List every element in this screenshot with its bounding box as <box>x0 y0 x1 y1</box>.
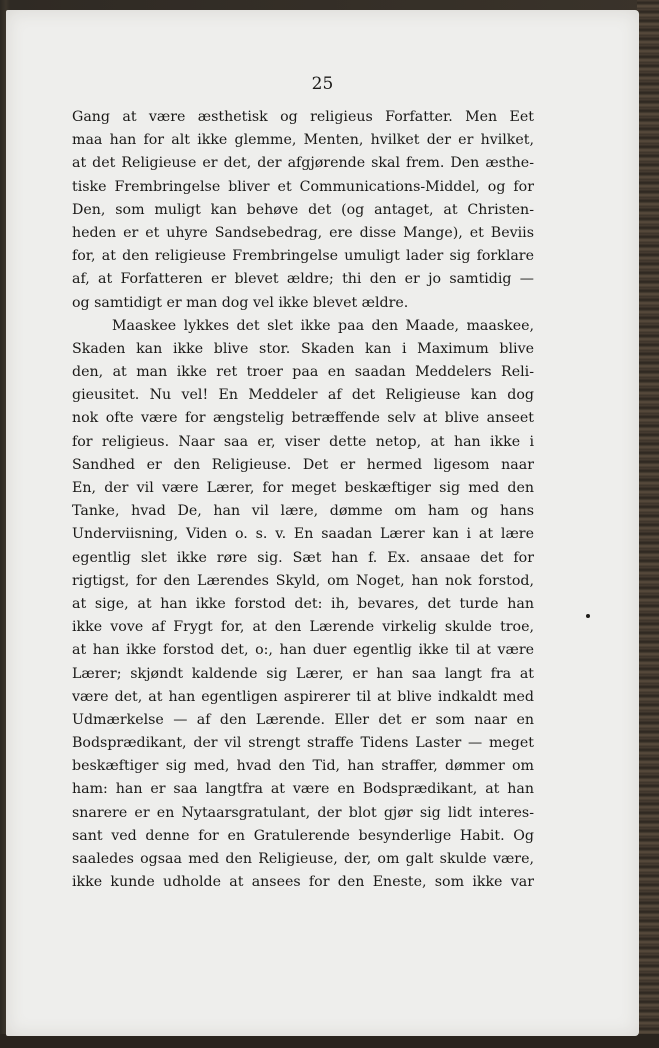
text-line: Gang at være æsthetisk og religieus Forfatter. Men Eet <box>72 109 534 125</box>
text-line: tiske Frembringelse bliver et Communications-Middel, og for <box>72 178 534 195</box>
text-line: egentlig slet ikke røre sig. Sæt han f. Ex. ansaae det for <box>72 549 534 566</box>
text-line: at sige, at han ikke forstod det: ih, bevares, det turde han <box>72 595 534 612</box>
book-edge-bottom <box>0 1034 659 1048</box>
text-line: rigtigst, for den Lærendes Skyld, om Noget, han nok forstod, <box>72 572 534 589</box>
text-line: snarere er en Nytaarsgratulant, der blot gjør sig lidt interes- <box>72 804 534 821</box>
text-line: at det Religieuse er det, der afgjørende skal frem. Den æsthe- <box>72 155 534 172</box>
ink-speck <box>586 614 590 618</box>
text-line: Udmærkelse — af den Lærende. Eller det er som naar en <box>72 711 534 728</box>
text-line: Underviisning, Viden o. s. v. En saadan Lærer kan i at lære <box>72 526 534 543</box>
text-line: være det, at han egentligen aspirerer til at blive indkaldt med <box>72 688 534 705</box>
body-text <box>72 106 534 894</box>
text-line: Maaskee lykkes det slet ikke paa den Maade, maaskee, <box>112 317 534 334</box>
text-line: ham: han er saa langtfra at være en Bodsprædikant, at han <box>72 781 534 798</box>
text-line: at han ikke forstod det, o:, han duer egentlig ikke til at være <box>72 642 534 659</box>
text-line: beskæftiger sig med, hvad den Tid, han straffer, dømmer om <box>72 758 534 775</box>
text-line: sant ved denne for en Gratulerende besynderlige Habit. Og <box>72 827 534 844</box>
text-line: Tanke, hvad De, han vil lære, dømme om ham og hans <box>72 503 534 520</box>
text-line: maa han for alt ikke glemme, Menten, hvilket der er hvilket, <box>72 132 534 149</box>
text-line: ikke vove af Frygt for, at den Lærende virkelig skulde troe, <box>72 619 534 636</box>
text-line: Den, som muligt kan behøve det (og antaget, at Christen- <box>72 201 534 218</box>
book-edge-right <box>637 0 659 1048</box>
text-line: og samtidigt er man dog vel ikke blevet ældre. <box>72 294 409 311</box>
text-line: Skaden kan ikke blive stor. Skaden kan i Maximum blive <box>72 340 534 357</box>
text-line: for, at den religieuse Frembringelse umuligt lader sig forklare <box>72 248 534 265</box>
text-line: for religieus. Naar saa er, viser dette netop, at han ikke i <box>72 433 534 450</box>
text-line: af, at Forfatteren er blevet ældre; thi den er jo samtidig — <box>72 271 534 288</box>
text-line: ikke kunde udholde at ansees for den Eneste, som ikke var <box>72 874 534 891</box>
text-line: Sandhed er den Religieuse. Det er hermed ligesom naar <box>72 456 534 473</box>
text-line: den, at man ikke ret troer paa en saadan Meddelers Reli- <box>72 364 534 381</box>
text-line: En, der vil være Lærer, for meget beskæftiger sig med den <box>72 480 534 496</box>
text-line: Bodsprædikant, der vil strengt straffe Tidens Laster — meget <box>72 735 534 752</box>
text-line: nok ofte være for ængstelig betræffende selv at blive anseet <box>72 410 534 427</box>
text-line: saaledes ogsaa med den Religieuse, der, om galt skulde være, <box>72 851 534 867</box>
page-number: 25 <box>311 74 334 94</box>
text-line: heden er et uhyre Sandsebedrag, ere disse Mange), et Beviis <box>72 224 534 241</box>
text-line: Lærer; skjøndt kaldende sig Lærer, er han saa langt fra at <box>72 665 534 682</box>
text-line: gieusitet. Nu vel! En Meddeler af det Religieuse kan dog <box>72 387 534 404</box>
